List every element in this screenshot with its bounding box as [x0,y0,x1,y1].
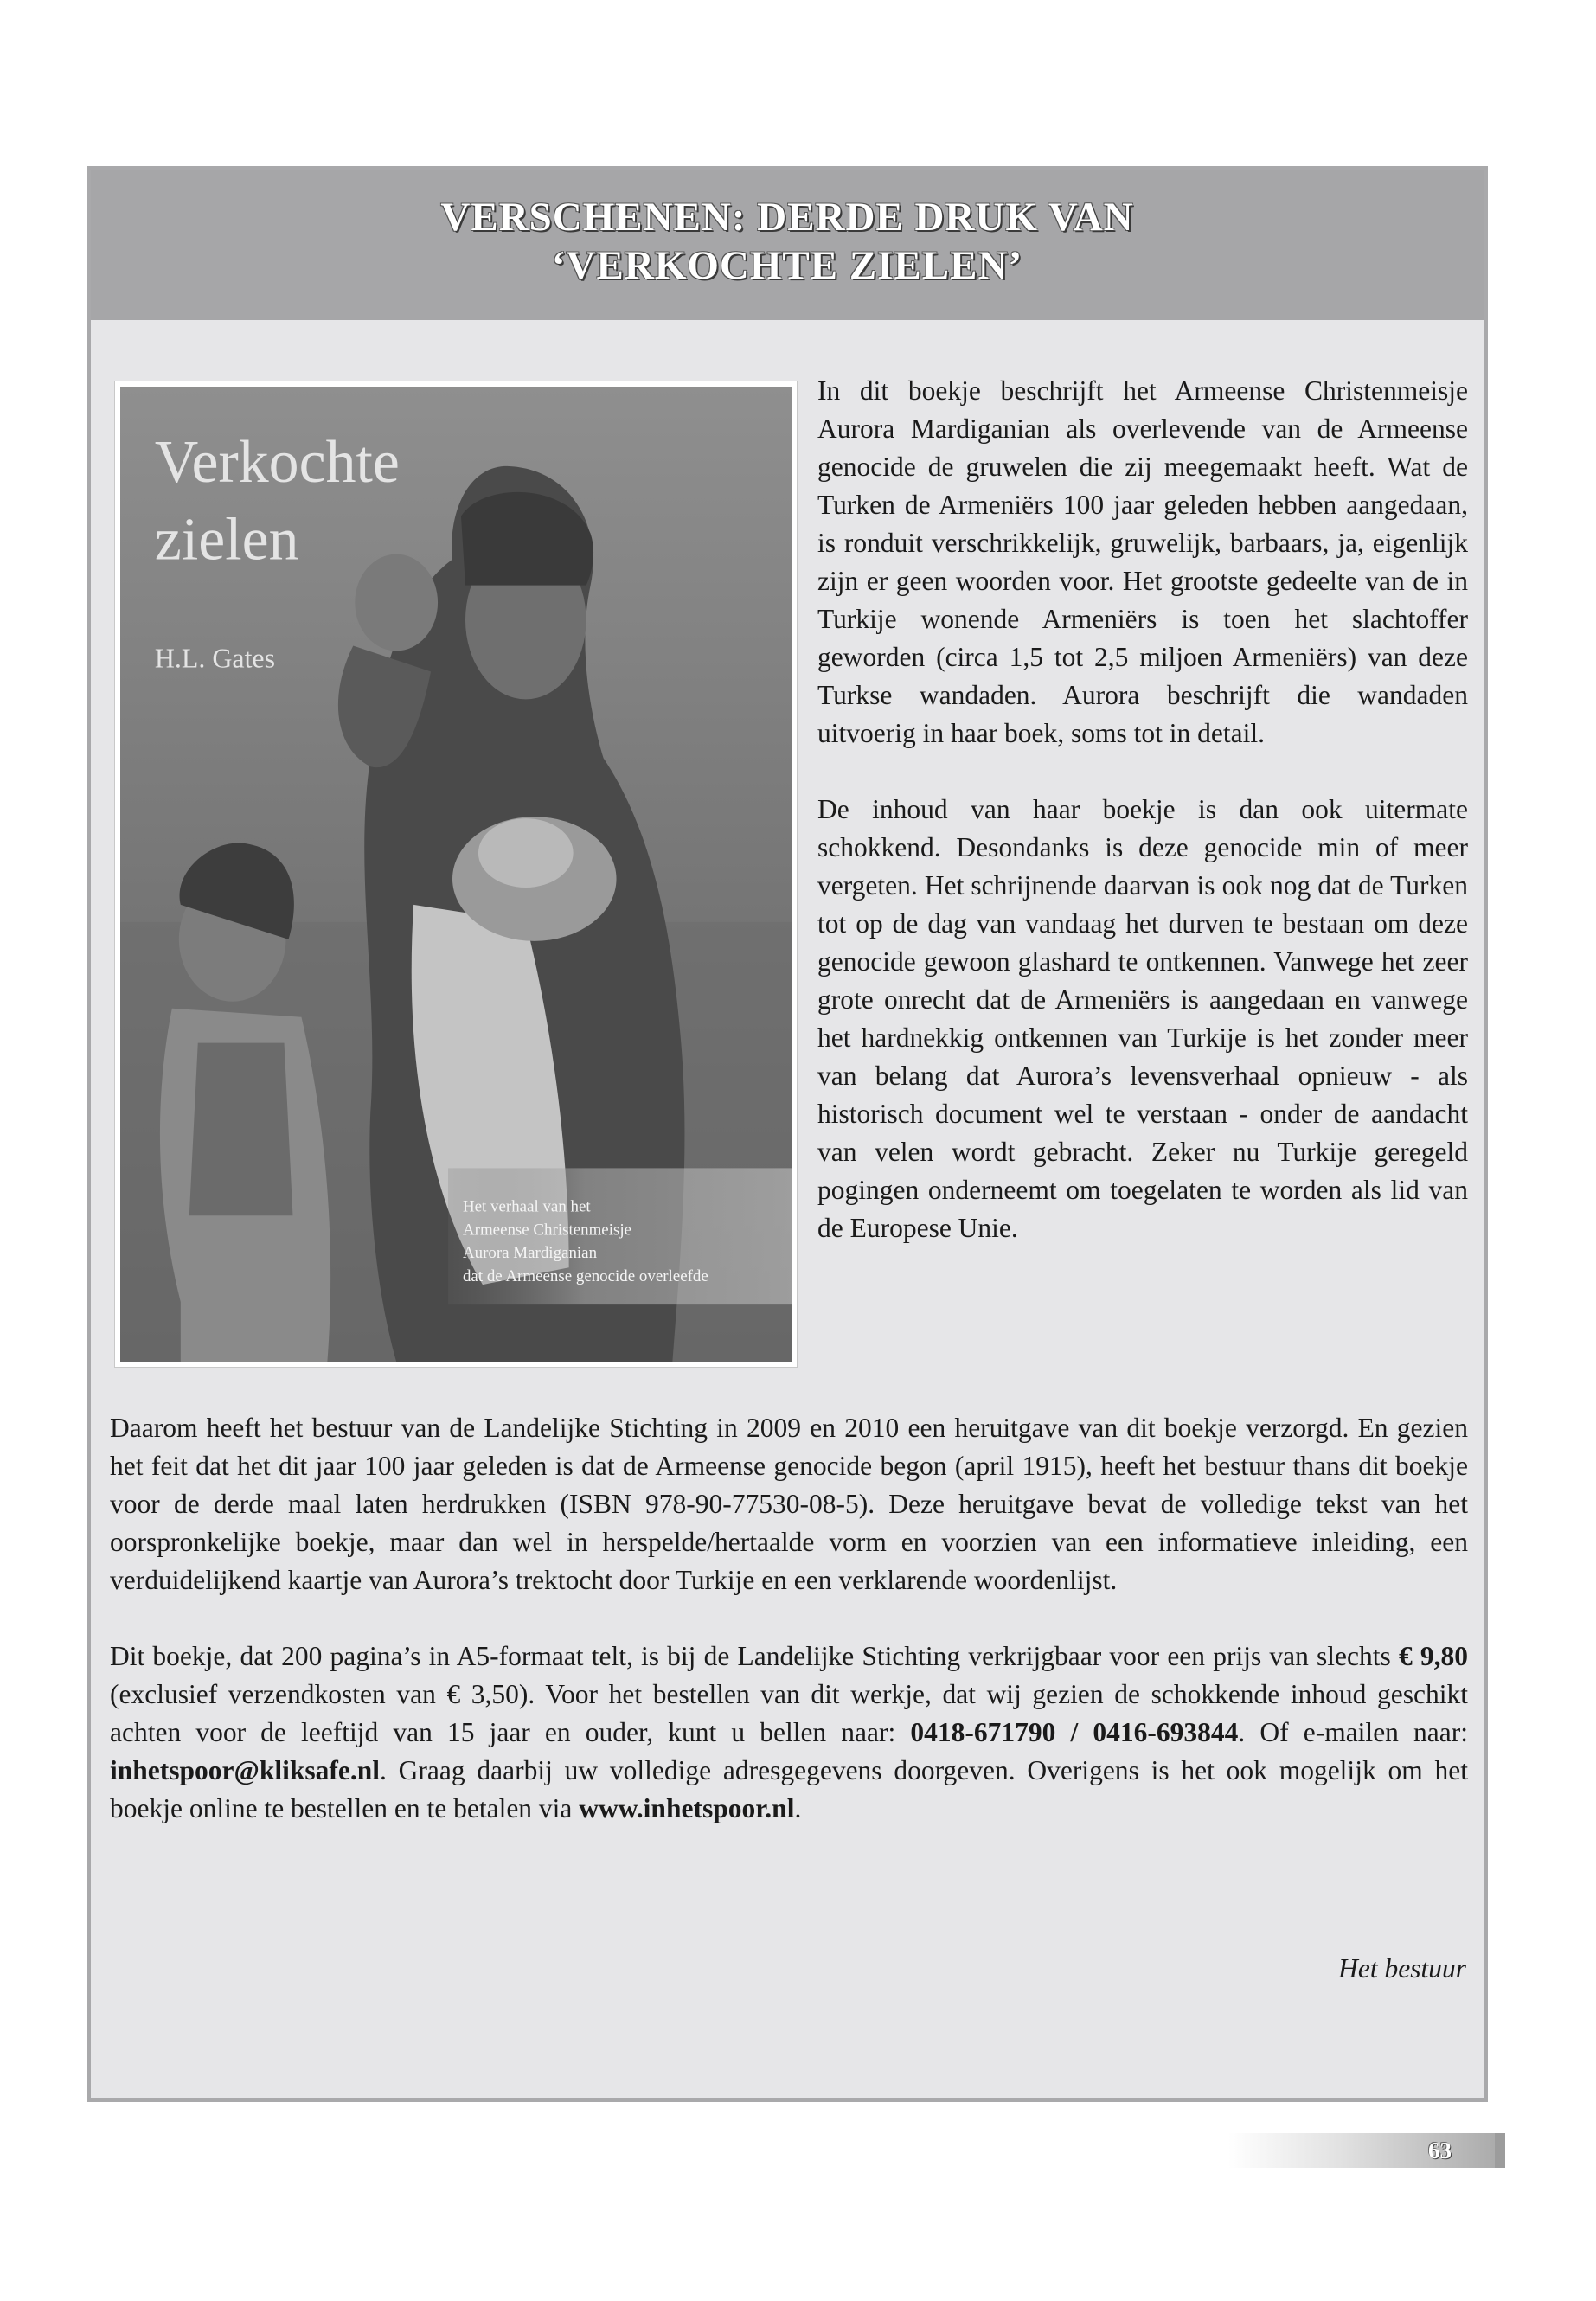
article-title [91,170,1484,290]
cover-subtitle-4: dat de Armeense genocide overleefde [462,1267,708,1286]
intro-paragraph-1: In dit boekje beschrijft het Armeense Christenmeisje Aurora Mardiganian als overlevende van de Armeense genocide de gruwelen die zij meegemaakt heeft. Wat de Turken de Armeniërs 100 jaar geleden hebben aangedaan, is ronduit verschrikkelijk, gruwelijk, barbaars, ja, eigenlijk zijn er geen woorden voor. Het grootste gedeelte van de in Turkije wonende Armeniërs is toen het slachtoffer geworden (circa 1,5 tot 2,5 miljoen Armeniërs) van deze Turkse wandaden. Aurora beschrijft die wandaden uitvoerig in haar boek, soms tot in detail. [817,375,1468,748]
cover-subtitle-2: Armeense Christenmeisje [462,1221,632,1240]
cover-title-line-2: zielen [154,506,299,574]
article-box [87,166,1488,2102]
intro-paragraph-2: De inhoud van haar boekje is dan ook uitermate schokkend. Desondanks is deze genocide min of meer vergeten. Het schrijnende daarvan is ook nog dat de Turken tot op de dag van vandaag het durven te bestaan om deze genocide gewoon glashard te ontkennen. Vanwege het zeer grote onrecht dat de Armeniërs is aangedaan en vanwege het hardnekkig ontkennen van Turkije is het zonder meer van belang dat Aurora’s levensverhaal opnieuw - als historisch document wel te verstaan - onder de aandacht van velen wordt gebracht. Zeker nu Turkije geregeld pogingen onderneemt om toegelaten te worden als lid van de Europese Unie. [817,794,1468,1243]
intro-column [817,372,1468,1285]
order-text-b: (exclusief verzendkosten van € 3,50). Voor het bestellen van dit werkje, dat wij gezien de schokkende inhoud geschikt achten voor de leeftijd van 15 jaar en ouder, kunt u bellen naar: [110,1679,1468,1747]
order-text-c: . Of e-mailen naar: [1238,1717,1468,1747]
order-text-e: . [794,1793,802,1823]
cover-subtitle-3: Aurora Mardiganian [462,1244,598,1263]
phone-numbers: 0418-671790 / 0416-693844 [910,1717,1239,1747]
order-text-d: . Graag daarbij uw volledige adresgegevens doorgeven. Overigens is het ook mogelijk om het boekje online te bestellen en te betalen via [110,1755,1468,1823]
email-address: inhetspoor@kliksafe.nl [110,1755,380,1785]
cover-author: H.L. Gates [154,643,276,674]
body-text [110,1409,1468,1866]
order-text-a: Dit boekje, dat 200 pagina’s in A5-formaat telt, is bij de Landelijke Stichting verkrijgbaar voor een prijs van slechts [110,1641,1399,1671]
signature: Het bestuur [1338,1953,1466,1984]
book-cover-illustration [120,387,792,1362]
page-number: 63 [1428,2138,1452,2163]
website-link: www.inhetspoor.nl [579,1793,795,1823]
body-paragraph-4 [110,1638,1468,1828]
cover-title-line-1: Verkochte [154,428,400,496]
book-cover-image [114,381,798,1368]
body-paragraph-3: Daarom heeft het bestuur van de Landelijke Stichting in 2009 en 2010 een heruitgave van dit boekje verzorgd. En gezien het feit dat het dit jaar 100 jaar geleden is dat de Armeense genocide begon (april 1915), heeft het bestuur thans dit boekje voor de derde maal laten herdrukken (ISBN 978-90-77530-08-5). Deze heruitgave bevat de volledige tekst van het oorspronkelijke boekje, maar dan wel in herspelde/hertaalde vorm en voorzien van een informatieve inleiding, een verduidelijkend kaartje van Aurora’s trektocht door Turkije en een verklarende woordenlijst. [110,1413,1468,1595]
cover-subtitle-1: Het verhaal van het [462,1197,591,1216]
title-line-1: VERSCHENEN: DERDE DRUK VAN [440,195,1134,240]
page-footer-bar [1228,2133,1505,2168]
title-line-2: ‘VERKOCHTE ZIELEN’ [551,243,1023,288]
article-header [91,170,1484,320]
footer-tick [1495,2133,1505,2168]
price: € 9,80 [1398,1641,1469,1671]
